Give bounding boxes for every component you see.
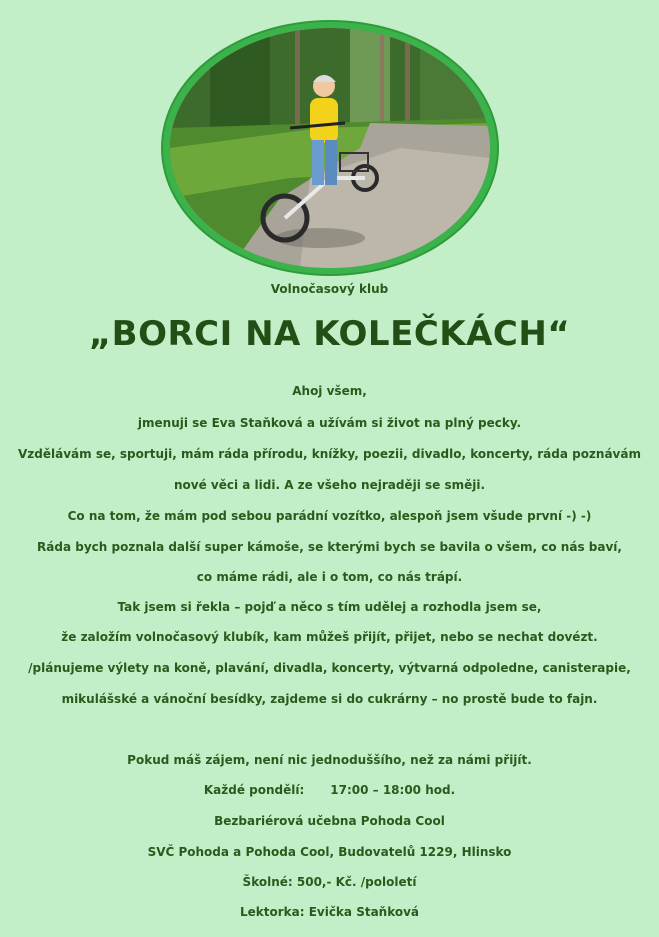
page-title: „BORCI NA KOLEČKÁCH“ <box>88 314 571 354</box>
photo-frame <box>163 22 497 274</box>
invite-text: Pokud máš zájem, není nic jednoduššího, než za námi přijít. <box>127 753 532 767</box>
body-line: Ráda bych poznala další super kámoše, se kterými bych se bavila o všem, co nás baví, <box>37 540 622 554</box>
body-line: Co na tom, že mám pod sebou parádní vozítko, alespoň jsem všude první -) -) <box>67 509 592 523</box>
body-line: že založím volnočasový klubík, kam můžeš přijít, přijet, nebo se nechat dovézt. <box>61 630 598 644</box>
body-line: /plánujeme výlety na koně, plavání, divadla, koncerty, výtvarná odpoledne, canisterapie, <box>28 661 631 675</box>
lector-text: Lektorka: Evička Staňková <box>239 905 420 919</box>
schedule <box>0 783 659 797</box>
schedule-time: 17:00 – 18:00 hod. <box>330 783 456 797</box>
room-text: Bezbariérová učebna Pohoda Cool <box>214 814 445 828</box>
fee-text: Školné: 500,- Kč. /pololetí <box>242 875 417 889</box>
body-line: mikulášské a vánoční besídky, zajdeme si do cukrárny – no prostě bude to fajn. <box>61 692 598 706</box>
club-subtitle: Volnočasový klub <box>270 282 389 296</box>
schedule-day: Každé pondělí: <box>203 783 305 797</box>
body-line: Tak jsem si řekla – pojď a něco s tím udělej a rozhodla jsem se, <box>117 600 542 614</box>
tricycle-photo <box>170 28 490 268</box>
address-text: SVČ Pohoda a Pohoda Cool, Budovatelů 1229, Hlinsko <box>147 845 512 859</box>
body-line: jmenuji se Eva Staňková a užívám si život na plný pecky. <box>137 416 522 430</box>
body-line: Ahoj všem, <box>292 384 367 398</box>
body-line: Vzdělávám se, sportuji, mám ráda přírodu, knížky, poezii, divadlo, koncerty, ráda poznávám <box>18 447 641 461</box>
body-line: nové věci a lidi. A ze všeho nejraději se směji. <box>173 478 486 492</box>
body-line: co máme rádi, ale i o tom, co nás trápí. <box>196 570 463 584</box>
